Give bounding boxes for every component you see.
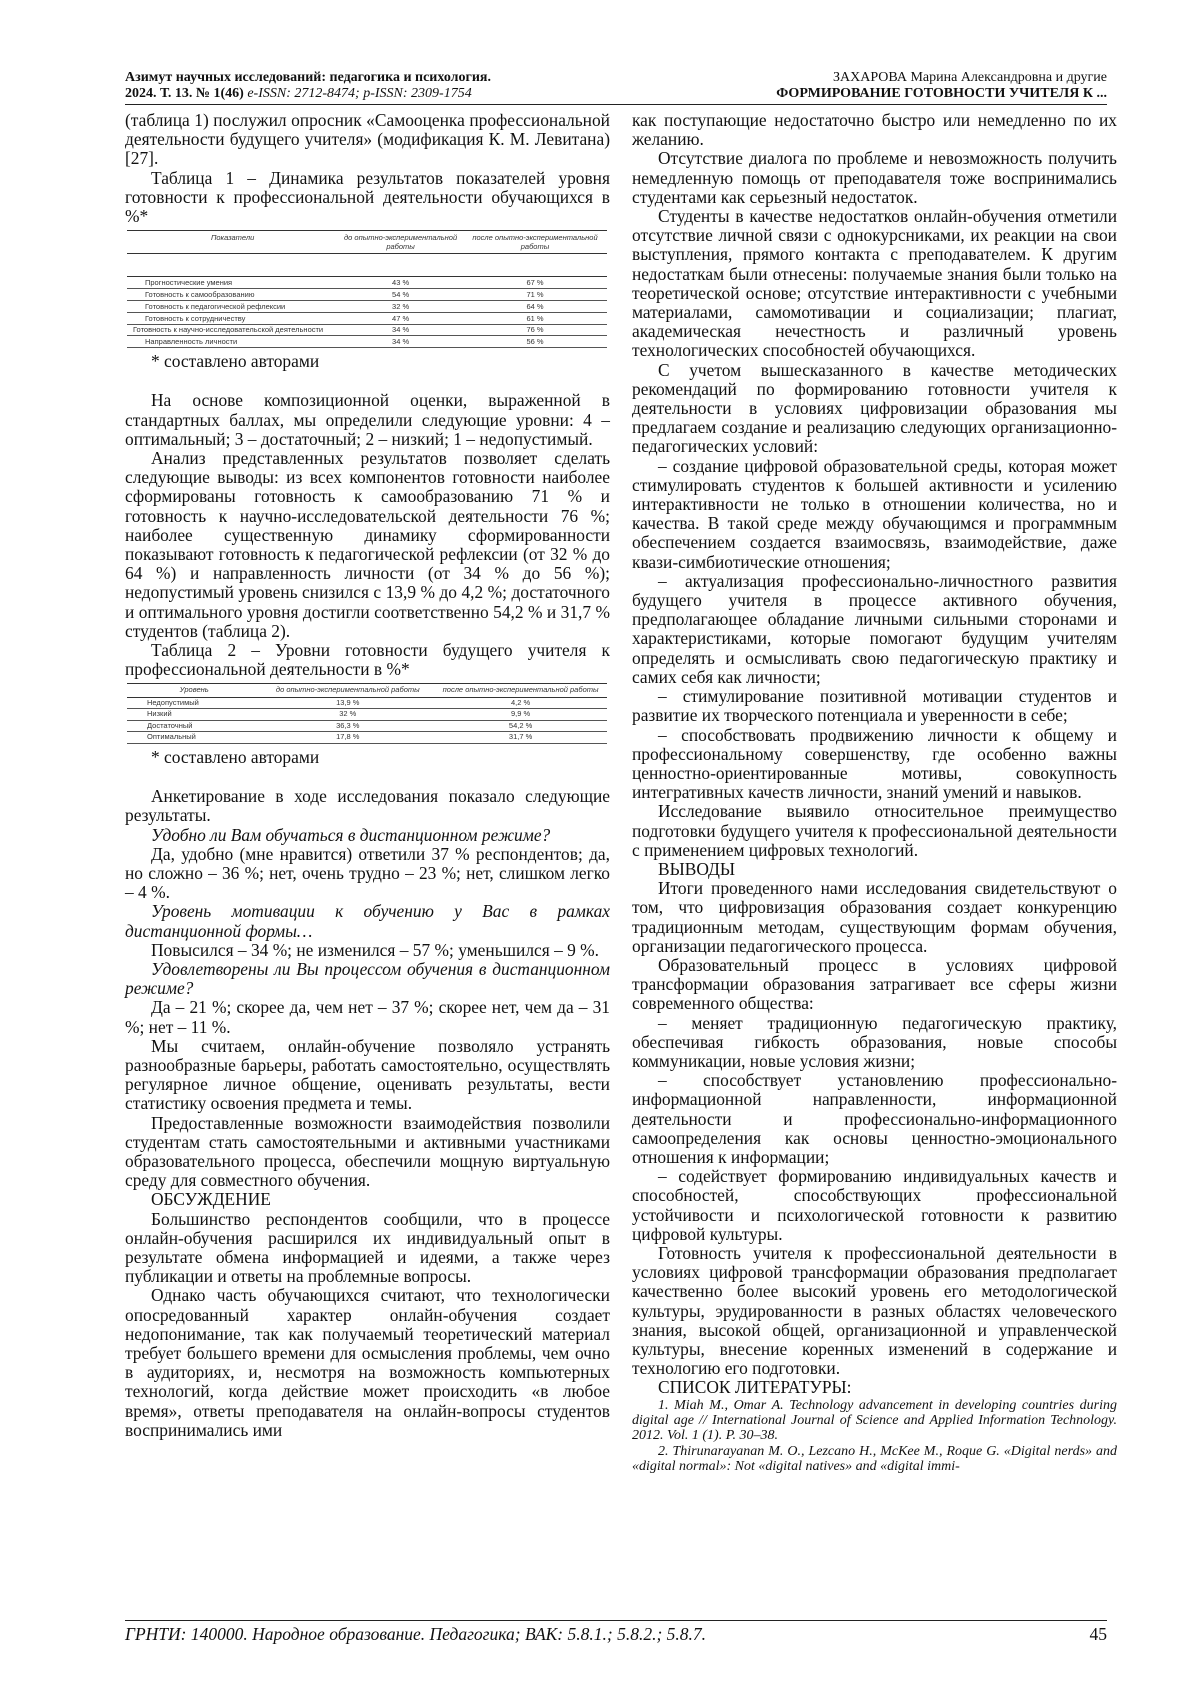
list-item: – способствовать продвижению личности к общему и профессиональному совершенству, где особенно важны ценностно-ориентированные мотивы, совокупность интегративных качеств личности, знаний умений и навыков.: [632, 724, 1117, 803]
table1-cell-label: Направленность личности: [127, 336, 338, 348]
table2-source-note: * составлено авторами: [151, 746, 320, 767]
paragraph-analysis: Анализ представленных результатов позволяет сделать следующие выводы: из всех компонентов готовности наиболее сформированы готовность к самообразованию 71 % и готовность к научно-исследовательской деятельности 76 %; наиболее существенную динамику сформированности показывают готовность к педагогической рефлексии (от 32 % до 64 %) и направленность личности (от 34 % до 56 %); недопустимый уровень снизился с 13,9 % до 4,2 %; достаточного и оптимального уровня достигли соответственно 54,2 % и 31,7 % студентов (таблица 2).: [125, 448, 610, 641]
table2-header-row: [127, 684, 607, 698]
reference-item: 2. Thirunarayanan M. O., Lezcano H., McKee M., Roque G. «Digital nerds» and «digital normal»: Not «digital natives» and «digital immi-: [632, 1443, 1117, 1475]
table2-header-level: Уровень: [127, 684, 261, 698]
table-row: [127, 732, 607, 744]
paragraph-discussion-1: Большинство респондентов сообщили, что в процессе онлайн-обучения расширился их индивидуальный опыт в результате обмена информацией и идеями, а также через публикации и ответы на проблемные вопросы.: [125, 1208, 610, 1287]
survey-answer-1: Да, удобно (мне нравится) ответили 37 % респондентов; да, но сложно – 36 %; нет, очень трудно – 23 %; нет, слишком легко – 4 %.: [125, 843, 610, 903]
table2-header-before: до опытно-экспериментальной работы: [261, 684, 434, 698]
survey-answer-2: Повысился – 34 %; не изменился – 57 %; уменьшился – 9 %.: [151, 939, 599, 960]
table1-cell-before: 54 %: [338, 289, 463, 301]
reference-item: 1. Miah M., Omar A. Technology advancement in developing countries during digital age // International Journal of Science and Applied Information Technology. 2012. Vol. 1 (1). P. 30–38.: [632, 1397, 1117, 1444]
table1-cell-before: 43 %: [338, 277, 463, 289]
header-issue: 2024. Т. 13. № 1(46): [125, 86, 244, 101]
paragraph-recommendations: С учетом вышесказанного в качестве методических рекомендаций по формированию готовности учителя к деятельности в условиях цифровизации образования мы предлагаем создание и реализацию следующих организационно-педагогических условий:: [632, 359, 1117, 457]
header-journal-info: [125, 70, 491, 102]
table-row: [127, 697, 607, 709]
table1-cell-after: 61 %: [463, 313, 607, 325]
header-article-info: [776, 70, 1107, 102]
table-row: [127, 277, 607, 289]
paragraph-continuation: как поступающие недостаточно быстро или немедленно по их желанию.: [632, 110, 1117, 150]
table-2: [127, 683, 607, 744]
table2-caption: Таблица 2 – Уровни готовности будущего учителя к профессиональной деятельности в %*: [125, 640, 610, 680]
table1-header-row: [127, 231, 607, 254]
table1-cell-before: 47 %: [338, 313, 463, 325]
list-item: – меняет традиционную педагогическую практику, обеспечивая гибкость образования, новые способы коммуникации, новые условия жизни;: [632, 1012, 1117, 1071]
header-issue-line: [125, 86, 491, 102]
paragraph-advantage: Исследование выявило относительное преимущество подготовки будущего учителя к профессиональной деятельности с применением цифровых технологий.: [632, 801, 1117, 860]
table1-source-note: * составлено авторами: [151, 351, 320, 372]
table1-cell-label: Прогностические умения: [127, 277, 338, 289]
table2-cell-after: 31,7 %: [434, 732, 607, 744]
footer-divider: [125, 1620, 1107, 1621]
table-row: [127, 709, 607, 721]
list-item: – создание цифровой образовательной среды, которая может стимулировать студентов к большей активности и усилению интерактивности не только в отношении количества, но и качества. В такой среде между обучающимся и программным обеспечением создается взаимосвязь, взаимодействие, даже квази-симбиотические отношения;: [632, 455, 1117, 572]
page-number: 45: [1089, 1624, 1107, 1644]
table2-cell-before: 32 %: [261, 709, 434, 721]
table-row: [127, 289, 607, 301]
table1-cell-label: Готовность к педагогической рефлексии: [127, 301, 338, 313]
table1-cell-before: 34 %: [338, 325, 463, 336]
table1-cell-after: 76 %: [463, 325, 607, 336]
left-column: [125, 111, 610, 1440]
header-article-title: ФОРМИРОВАНИЕ ГОТОВНОСТИ УЧИТЕЛЯ К ...: [776, 86, 1107, 101]
header-divider: [125, 104, 1107, 105]
paragraph-intro: (таблица 1) послужил опросник «Самооценка профессиональной деятельности будущего учителя» (модификация К. М. Левитана) [27].: [125, 110, 610, 169]
list-item: – актуализация профессионально-личностного развития будущего учителя в процессе активного обучения, предполагающее обладание личными сильными сторонами и характеристиками, которые помогают будущим учителям определять и осмысливать свою педагогическую практику и самих себя как личности;: [632, 570, 1117, 687]
list-item: – стимулирование позитивной мотивации студентов и развитие их творческого потенциала и уверенности в себе;: [632, 686, 1117, 726]
table1-caption: Таблица 1 – Динамика результатов показателей уровня готовности к профессиональной деятельности обучающихся в %*: [125, 167, 610, 227]
table-row: [127, 301, 607, 313]
table1-header-after: после опытно-экспериментальной работы: [463, 231, 607, 254]
paragraph-conclusions-1: Итоги проведенного нами исследования свидетельствуют о том, что цифровизация образования создает конкуренцию традиционным методам, существующим формам обучения, организации педагогического процесса.: [632, 878, 1117, 956]
table1-cell-after: 64 %: [463, 301, 607, 313]
table1-cell-after: 71 %: [463, 289, 607, 301]
survey-question-1: Удобно ли Вам обучаться в дистанционном режиме?: [151, 824, 551, 845]
table1-cell-after: 67 %: [463, 277, 607, 289]
table2-cell-before: 13,9 %: [261, 697, 434, 709]
section-heading-references: СПИСОК ЛИТЕРАТУРЫ:: [658, 1377, 852, 1398]
table1-cell-before: 32 %: [338, 301, 463, 313]
list-item: – способствует установлению профессионально-информационной направленности, информационной деятельности и профессионально-информационного самоопределения как основы ценностно-эмоционального отношения к информации;: [632, 1070, 1117, 1167]
header-journal-name: Азимут научных исследований: педагогика и психология.: [125, 70, 492, 85]
table1-header-indicator: Показатели: [127, 231, 338, 254]
table1-cell-before: 34 %: [338, 336, 463, 348]
paragraph-conclusions-2: Образовательный процесс в условиях цифровой трансформации образования затрагивает все сферы жизни современного общества:: [632, 954, 1117, 1014]
table-row: [127, 336, 607, 348]
table-row: [127, 720, 607, 732]
survey-question-3: Удовлетворены ли Вы процессом обучения в дистанционном режиме?: [125, 959, 610, 999]
table2-cell-label: Низкий: [127, 709, 261, 721]
survey-question-2: Уровень мотивации к обучению у Вас в рамках дистанционной формы…: [125, 901, 610, 941]
right-column: [632, 111, 1117, 1475]
table2-cell-after: 9,9 %: [434, 709, 607, 721]
table-1: [127, 230, 607, 348]
table2-cell-label: Достаточный: [127, 720, 261, 732]
table2-cell-before: 17,8 %: [261, 732, 434, 744]
table2-cell-label: Недопустимый: [127, 697, 261, 709]
table1-header-before: до опытно-экспериментальной работы: [338, 231, 463, 254]
paragraph-online-learning: Мы считаем, онлайн-обучение позволяло устранять разнообразные барьеры, работать самостоятельно, осуществлять регулярное личное общение, оценивать результаты, вести статистику освоения предмета и темы.: [125, 1035, 610, 1114]
section-heading-conclusions: ВЫВОДЫ: [658, 858, 736, 879]
table1-spacer-row: [127, 254, 607, 277]
table2-cell-after: 54,2 %: [434, 720, 607, 732]
paragraph-levels: На основе композиционной оценки, выраженной в стандартных баллах, мы определили следующие уровни: 4 – оптимальный; 3 – достаточный; 2 – низкий; 1 – недопустимый.: [125, 390, 610, 449]
list-item: – содействует формированию индивидуальных качеств и способностей, способствующих профессиональной устойчивости и психологической готовности к развитию цифровой культуры.: [632, 1166, 1117, 1244]
table1-cell-after: 56 %: [463, 336, 607, 348]
table1-cell-label: Готовность к сотрудничеству: [127, 313, 338, 325]
paragraph-drawbacks: Студенты в качестве недостатков онлайн-обучения отметили отсутствие личной связи с однокурсниками, их реакции на свои выступления, прямого контакта с преподавателем. К другим недостаткам были отнесены: получаемые знания были только на теоретической основе; отсутствие интерактивности с учебными материалами, самомотивации и социализации; плагиат, академическая нечестность и различный уровень технологических способностей обучающихся.: [632, 206, 1117, 361]
paragraph-readiness: Готовность учителя к профессиональной деятельности в условиях цифровой трансформации образования предполагает качественно более высокий уровень его методологической культуры, эрудированности в разных областях человеческого знания, высокой общей, организационной и управленческой культуры, внесение коренных изменений в содержание и технологию его подготовки.: [632, 1242, 1117, 1379]
header-authors: ЗАХАРОВА Марина Александровна и другие: [832, 70, 1107, 85]
table2-cell-before: 36,3 %: [261, 720, 434, 732]
paragraph-discussion-2: Однако часть обучающихся считают, что технологически опосредованный характер онлайн-обучения создает недопонимание, так как получаемый теоретический материал требует большего времени для осмысления проблемы, чем очно в аудиториях, и, несмотря на возможность компьютерных технологий, когда действие может происходить «в любое время», ответы преподавателя на онлайн-вопросы студентов воспринимались ими: [125, 1285, 610, 1440]
table1-cell-label: Готовность к научно-исследовательской деятельности: [127, 325, 338, 336]
footer-classification: ГРНТИ: 140000. Народное образование. Педагогика; ВАК: 5.8.1.; 5.8.2.; 5.8.7.: [125, 1624, 707, 1644]
paragraph-dialogue: Отсутствие диалога по проблеме и невозможность получить немедленную помощь от преподавателя тоже воспринимались студентами как серьезный недостаток.: [632, 148, 1117, 207]
header-issn: e-ISSN: 2712-8474; p-ISSN: 2309-1754: [247, 86, 472, 101]
table2-cell-label: Оптимальный: [127, 732, 261, 744]
table-row: [127, 325, 607, 336]
paragraph-interaction: Предоставленные возможности взаимодействия позволили студентам стать самостоятельными и активными участниками образовательного процесса, обеспечили мощную виртуальную среду для совместного обучения.: [125, 1112, 610, 1191]
table-row: [127, 313, 607, 325]
survey-answer-3: Да – 21 %; скорее да, чем нет – 37 %; скорее нет, чем да – 31 %; нет – 11 %.: [125, 997, 610, 1037]
paragraph-survey: Анкетирование в ходе исследования показало следующие результаты.: [125, 786, 610, 826]
table1-cell-label: Готовность к самообразованию: [127, 289, 338, 301]
table2-cell-after: 4,2 %: [434, 697, 607, 709]
table2-header-after: после опытно-экспериментальной работы: [434, 684, 607, 698]
section-heading-discussion: ОБСУЖДЕНИЕ: [151, 1189, 271, 1210]
